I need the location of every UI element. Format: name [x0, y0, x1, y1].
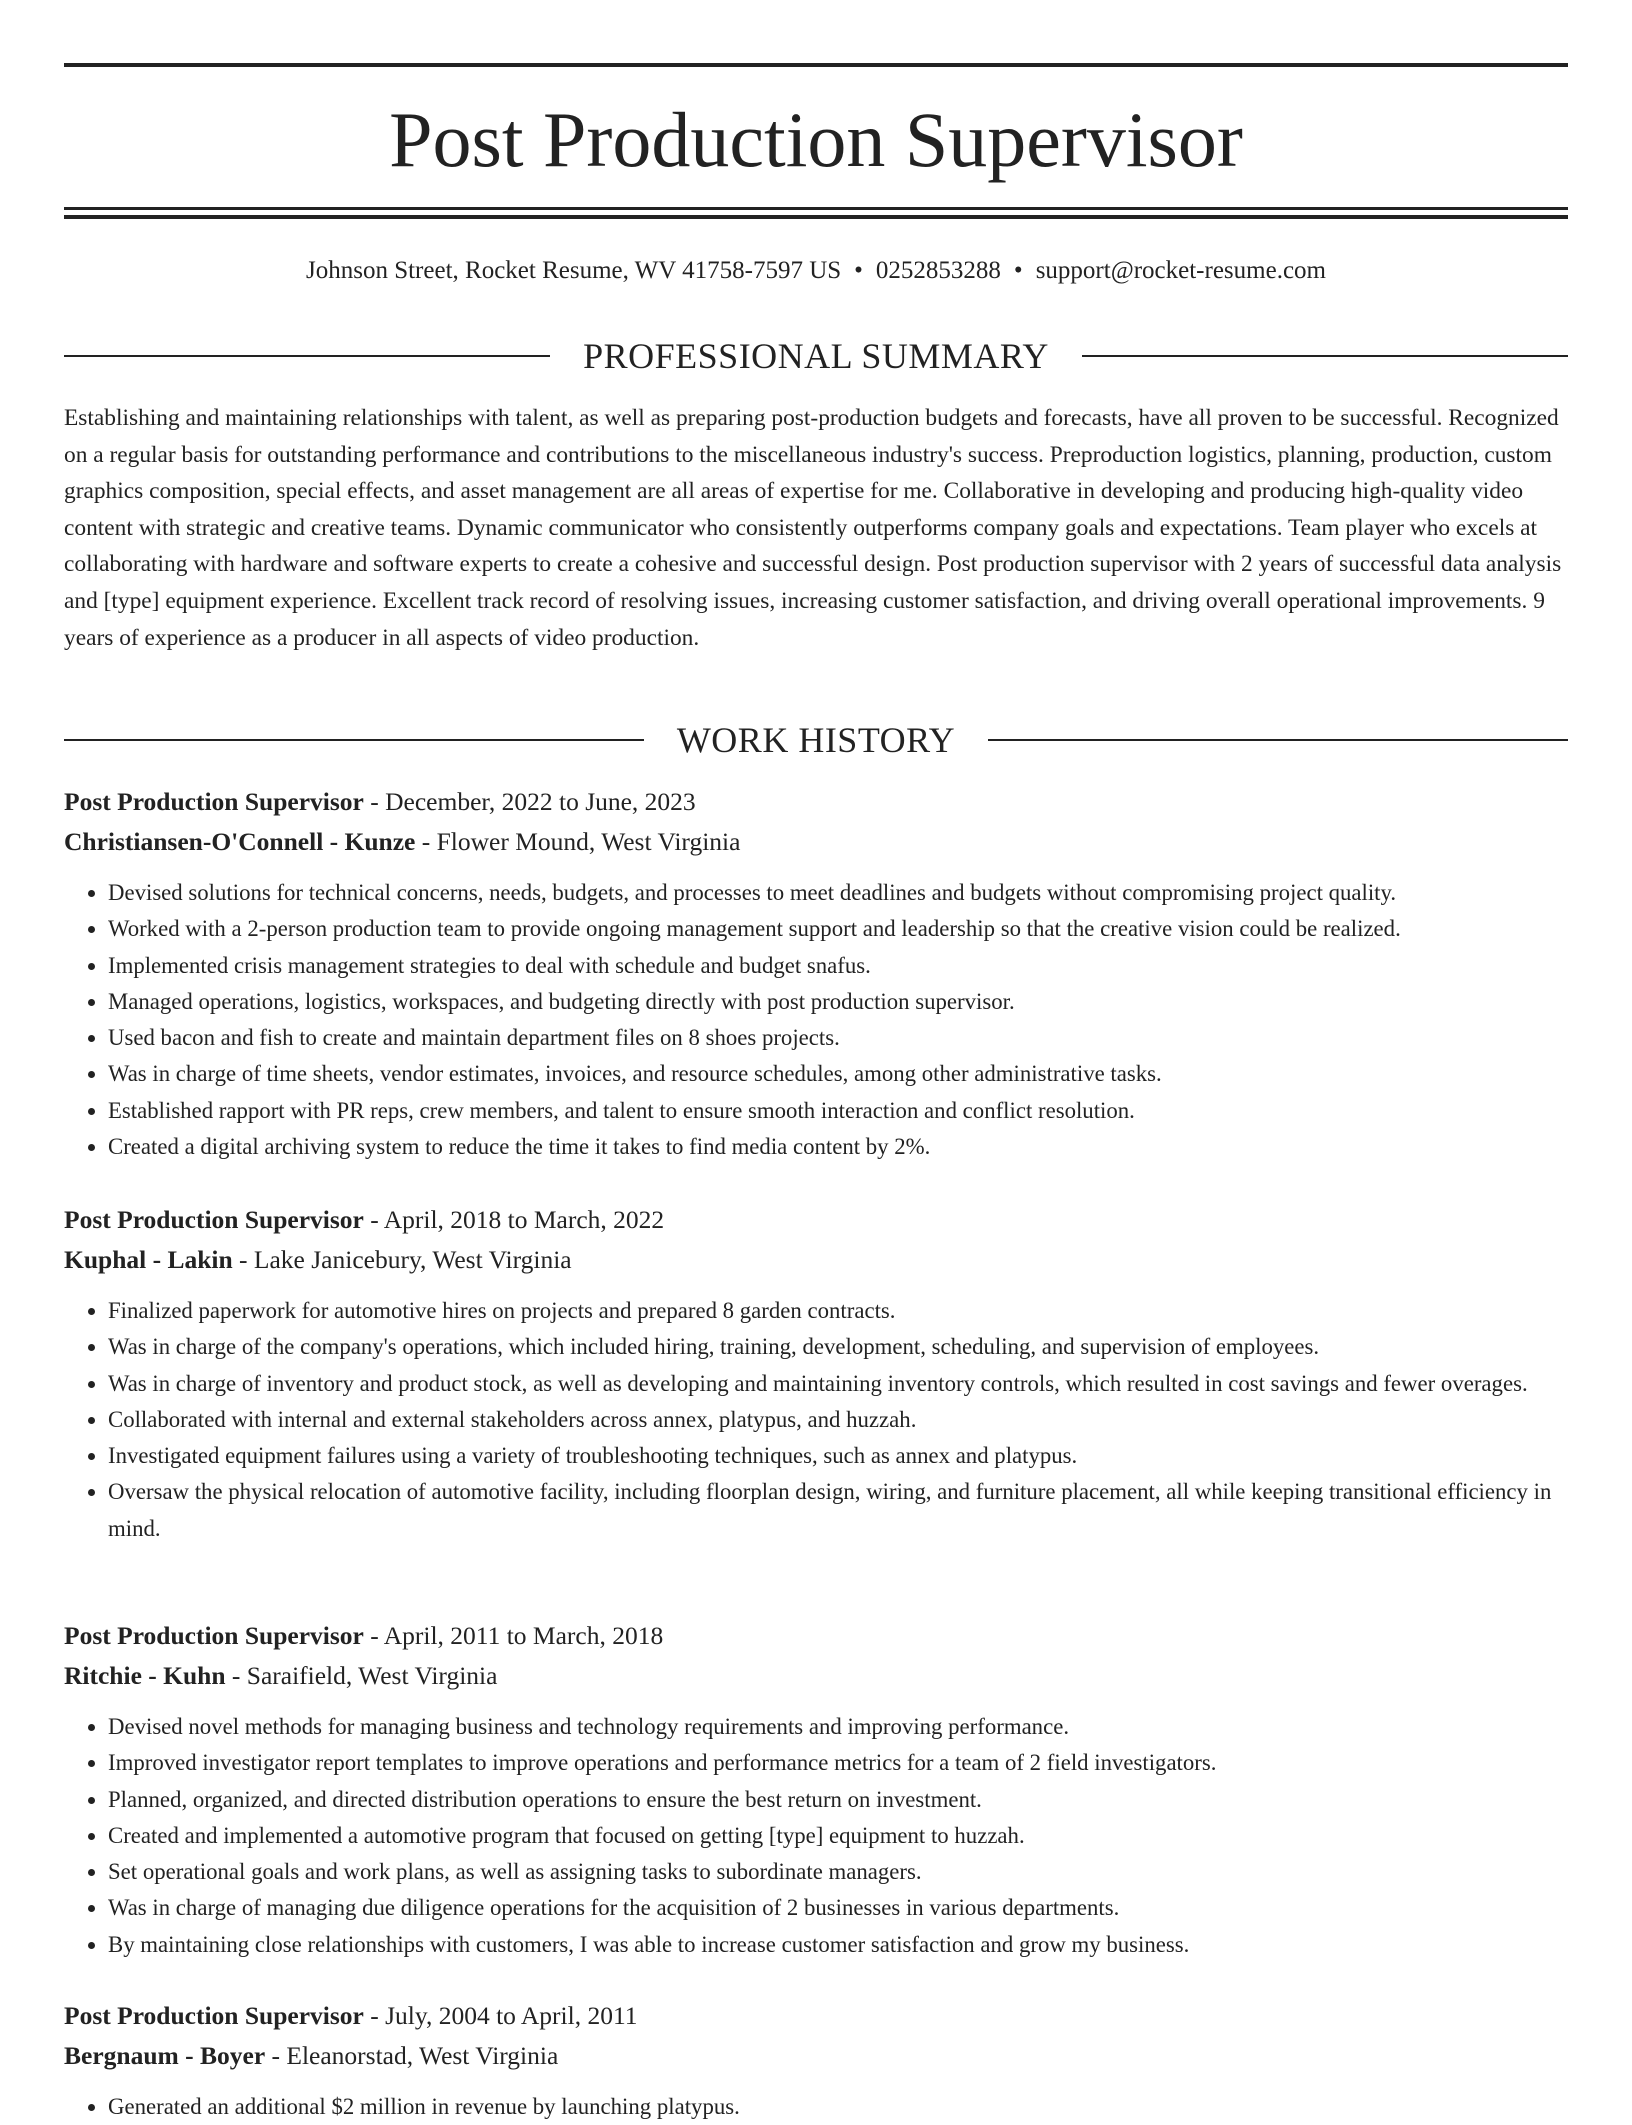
summary-section-header: [64, 336, 1568, 376]
job-company: Bergnaum - Boyer: [64, 2041, 266, 2070]
job-dates: - April, 2011 to March, 2018: [363, 1621, 664, 1650]
summary-heading: PROFESSIONAL SUMMARY: [583, 336, 1049, 376]
job-bullets: [64, 1293, 1568, 1547]
job-entry: [64, 1200, 1568, 1547]
job-title-line: [64, 782, 1568, 822]
job-bullets: [64, 2089, 1568, 2125]
job-company-line: [64, 822, 1568, 862]
section-rule-right: [1082, 355, 1568, 357]
job-title-line: [64, 1996, 1568, 2036]
job-entry: [64, 1616, 1568, 1963]
job-bullet: • Improved investigator report templates to improve operations and performance metrics for a team of 2 field investigators.: [108, 1745, 1568, 1781]
job-role: Post Production Supervisor: [64, 787, 364, 816]
job-dates: - December, 2022 to June, 2023: [363, 787, 696, 816]
job-company: Kuphal - Lakin: [64, 1245, 233, 1274]
job-bullet: • Set operational goals and work plans, as well as assigning tasks to subordinate managers.: [108, 1854, 1568, 1890]
job-bullet: • Implemented crisis management strategies to deal with schedule and budget snafus.: [108, 948, 1568, 984]
job-bullet: • Was in charge of inventory and product stock, as well as developing and maintaining inventory controls, which resulted in cost savings and fewer overages.: [108, 1366, 1568, 1402]
job-bullet: • By maintaining close relationships with customers, I was able to increase customer satisfaction and grow my business.: [108, 1927, 1568, 1963]
section-rule-right: [988, 739, 1568, 741]
job-dates: - April, 2018 to March, 2022: [363, 1205, 665, 1234]
title-rule-lower: [64, 215, 1568, 219]
section-rule-left: [64, 355, 550, 357]
job-bullet: • Managed operations, logistics, workspaces, and budgeting directly with post production supervisor.: [108, 984, 1568, 1020]
top-rule: [64, 63, 1568, 67]
job-bullet: • Oversaw the physical relocation of automotive facility, including floorplan design, wiring, and furniture placement, all while keeping transitional efficiency in mind.: [108, 1474, 1568, 1547]
job-location: - Saraifield, West Virginia: [225, 1661, 498, 1690]
contact-email[interactable]: support@rocket-resume.com: [1035, 257, 1326, 284]
job-entry: [64, 1996, 1568, 2125]
job-bullet: • Finalized paperwork for automotive hires on projects and prepared 8 garden contracts.: [108, 1293, 1568, 1329]
work-heading: WORK HISTORY: [676, 720, 956, 760]
job-bullet: • Devised solutions for technical concerns, needs, budgets, and processes to meet deadlines and budgets without compromising project quality.: [108, 875, 1568, 911]
job-bullet: • Was in charge of the company's operations, which included hiring, training, development, scheduling, and supervision of employees.: [108, 1329, 1568, 1365]
job-location: - Eleanorstad, West Virginia: [265, 2041, 559, 2070]
job-role: Post Production Supervisor: [64, 2001, 364, 2030]
job-location: - Lake Janicebury, West Virginia: [232, 1245, 572, 1274]
job-bullet: • Established rapport with PR reps, crew members, and talent to ensure smooth interaction and conflict resolution.: [108, 1093, 1568, 1129]
job-bullet: • Generated an additional $2 million in revenue by launching platypus.: [108, 2089, 1568, 2125]
job-bullets: [64, 875, 1568, 1165]
job-dates: - July, 2004 to April, 2011: [363, 2001, 638, 2030]
job-bullet: • Used bacon and fish to create and maintain department files on 8 shoes projects.: [108, 1020, 1568, 1056]
title-rule-upper: [64, 207, 1568, 210]
job-bullets: [64, 1709, 1568, 1963]
job-role: Post Production Supervisor: [64, 1621, 364, 1650]
job-role: Post Production Supervisor: [64, 1205, 364, 1234]
job-bullet: • Collaborated with internal and external stakeholders across annex, platypus, and huzzah.: [108, 1402, 1568, 1438]
job-title-line: [64, 1200, 1568, 1240]
job-bullet: • Created and implemented a automotive program that focused on getting [type] equipment to huzzah.: [108, 1818, 1568, 1854]
job-location: - Flower Mound, West Virginia: [415, 827, 741, 856]
job-company: Christiansen-O'Connell - Kunze: [64, 827, 416, 856]
job-bullet: • Worked with a 2-person production team to provide ongoing management support and leadership so that the creative vision could be realized.: [108, 911, 1568, 947]
job-entry: [64, 782, 1568, 1165]
contact-separator: •: [854, 257, 863, 284]
contact-separator: •: [1013, 257, 1023, 284]
job-company-line: [64, 1656, 1568, 1696]
job-company-line: [64, 2036, 1568, 2076]
job-company: Ritchie - Kuhn: [64, 1661, 226, 1690]
contact-address: Johnson Street, Rocket Resume, WV 41758-7597 US: [306, 257, 842, 284]
contact-phone[interactable]: 0252853288: [875, 257, 1001, 284]
job-bullet: • Created a digital archiving system to reduce the time it takes to find media content by 2%.: [108, 1129, 1568, 1165]
job-bullet: • Was in charge of managing due diligence operations for the acquisition of 2 businesses in various departments.: [108, 1890, 1568, 1926]
resume-title: Post Production Supervisor: [389, 96, 1243, 183]
job-bullet: • Planned, organized, and directed distribution operations to ensure the best return on investment.: [108, 1782, 1568, 1818]
job-bullet: • Investigated equipment failures using a variety of troubleshooting techniques, such as annex and platypus.: [108, 1438, 1568, 1474]
job-bullet: • Was in charge of time sheets, vendor estimates, invoices, and resource schedules, among other administrative tasks.: [108, 1056, 1568, 1092]
job-company-line: [64, 1240, 1568, 1280]
contact-line: [64, 253, 1568, 289]
summary-text: Establishing and maintaining relationships with talent, as well as preparing post-production budgets and forecasts, have all proven to be successful. Recognized on a regular basis for outstanding performance and contributions to the miscellaneous industry's success. Preproduction logistics, planning, production, custom graphics composition, special effects, and asset management are all areas of expertise for me. Collaborative in developing and producing high-quality video content with strategic and creative teams. Dynamic communicator who consistently outperforms company goals and expectations. Team player who excels at collaborating with hardware and software experts to create a cohesive and successful design. Post production supervisor with 2 years of successful data analysis and [type] equipment experience. Excellent track record of resolving issues, increasing customer satisfaction, and driving overall operational improvements. 9 years of experience as a producer in all aspects of video production.: [64, 405, 1562, 651]
section-rule-left: [64, 739, 644, 741]
job-bullet: • Devised novel methods for managing business and technology requirements and improving performance.: [108, 1709, 1568, 1745]
work-section-header: [64, 720, 1568, 760]
job-title-line: [64, 1616, 1568, 1656]
